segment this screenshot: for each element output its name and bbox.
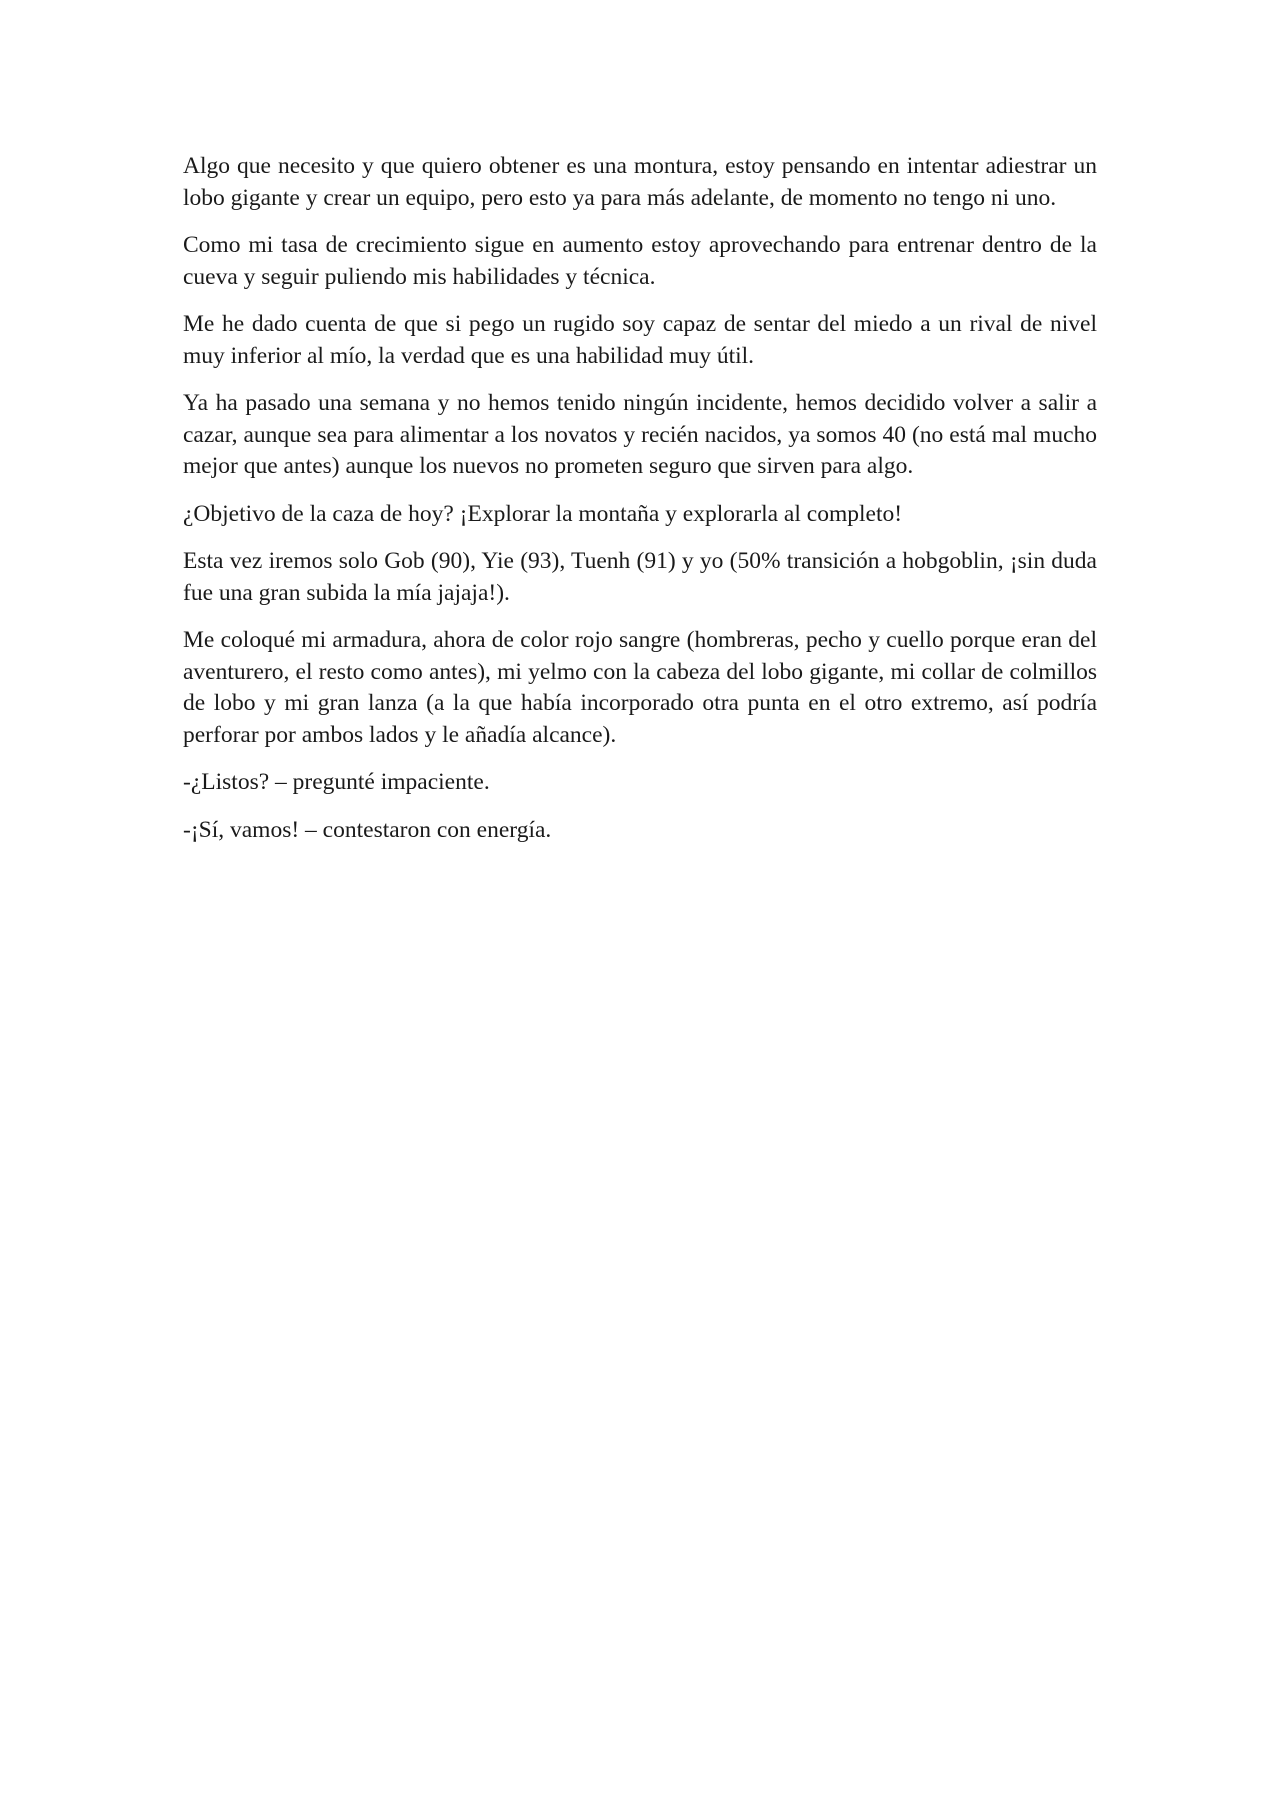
dialogue-line: -¡Sí, vamos! – contestaron con energía. bbox=[183, 816, 552, 843]
dialogue-line: -¿Listos? – pregunté impaciente. bbox=[183, 769, 490, 795]
paragraph: Me coloqué mi armadura, ahora de color rojo sangre (hombreras, pecho y cuello porque eran del aventurero, el resto como antes), mi yelmo con la cabeza del lobo gigante, mi collar de colmillos de lobo y mi gran lanza (a la que había incorporado otra punta en el otro extremo, así podría perforar por ambos lados y le añadía alcance). bbox=[183, 627, 1097, 748]
paragraph: ¿Objetivo de la caza de hoy? ¡Explorar la montaña y explorarla al completo! bbox=[183, 500, 903, 527]
paragraph: Ya ha pasado una semana y no hemos tenido ningún incidente, hemos decidido volver a salir a cazar, aunque sea para alimentar a los novatos y recién nacidos, ya somos 40 (no está mal mucho mejor que antes) aunque los nuevos no prometen seguro que sirven para algo. bbox=[183, 390, 1097, 479]
paragraph: Me he dado cuenta de que si pego un rugido soy capaz de sentar del miedo a un rival de nivel muy inferior al mío, la verdad que es una habilidad muy útil. bbox=[183, 311, 1097, 369]
paragraph: Esta vez iremos solo Gob (90), Yie (93), Tuenh (91) y yo (50% transición a hobgoblin, ¡sin duda fue una gran subida la mía jajaja!). bbox=[183, 548, 1097, 606]
paragraph: Como mi tasa de crecimiento sigue en aumento estoy aprovechando para entrenar dentro de la cueva y seguir puliendo mis habilidades y técnica. bbox=[183, 232, 1097, 290]
paragraph: Algo que necesito y que quiero obtener es una montura, estoy pensando en intentar adiestrar un lobo gigante y crear un equipo, pero esto ya para más adelante, de momento no tengo ni uno. bbox=[183, 153, 1097, 211]
document-body bbox=[183, 151, 1097, 862]
